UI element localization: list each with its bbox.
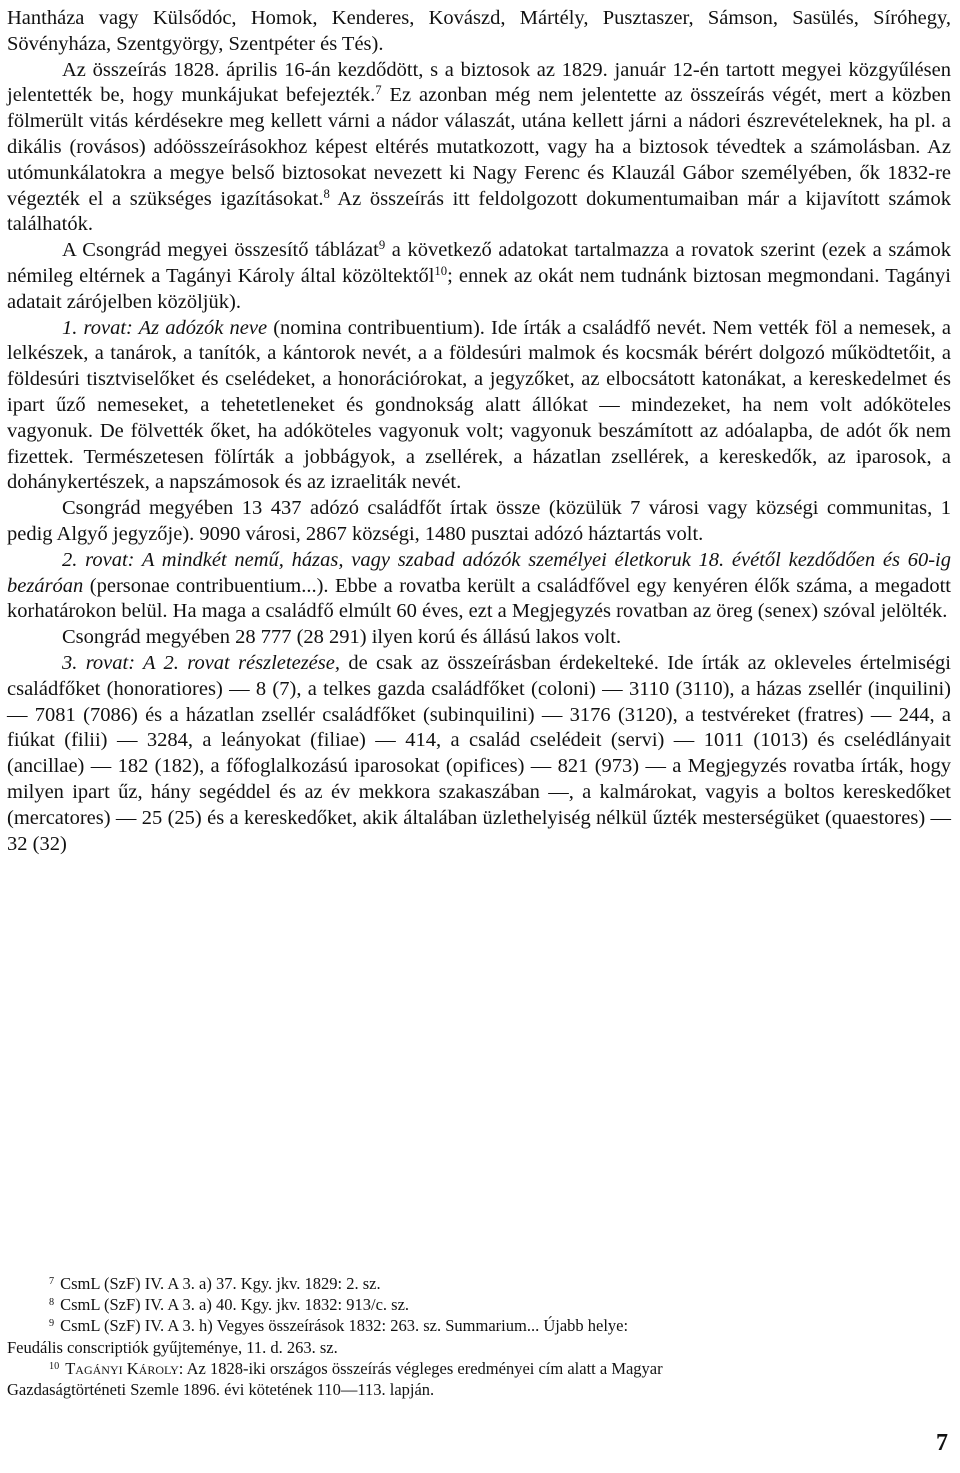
section-heading-rovat-3: 3. rovat: A 2. rovat részletezése, — [62, 651, 340, 674]
page-number: 7 — [936, 1430, 948, 1456]
footnote-ref-9[interactable]: 9 — [378, 238, 386, 253]
footnote-ref-8[interactable]: 8 — [323, 186, 330, 201]
paragraph: A Csongrád megyei összesítő táblázat$^9$ a következő adatokat tartalmazza a rovatok szerint (ezek a számok némileg eltérnek a Tagányi Károly által közöltektől$^{10}$; ennek az okát nem tudnánk biztosan megmondani. Tagányi adatait zárójelben közöljük). — [7, 238, 952, 313]
footnote-10: $^{10}$ Tagányi Károly: Az 1828-iki országos összeírás végleges eredményei cím alatt a Magyar — [49, 1358, 663, 1378]
paragraph: Az összeírás 1828. április 16-án kezdődött, s a biztosok az 1829. január 12-én tartott megyei közgyűlésen jelentették be, hogy munkájukat befejezték.$^7$ Ez azonban még nem jelentette az összeírás végét, mert a közben fölmerült vitás kérdésekre meg kellett várni a nádor válaszát, utána kellett járni a nádori észrevételeknek, ha pl. a dikális (rovásos) adóösszeírásokhoz képest eltérés mutatkozott, vagy ha a biztosok tévedtek a számolásban. Az utómunkálatokra a megye belső biztosokat nevezett ki Nagy Ferenc és Klauzál Gábor személyében, ők 1832-re végezték el a szükséges igazításokat.$^8$ Az összeírás itt feldolgozott dokumentumaiban már a kijavított számok találhatók. — [7, 58, 952, 236]
paragraph: 1. rovat: Az adózók neve (nomina contribuentium). Ide írták a családfő nevét. Nem vették föl a nemesek, a lelkészek, a tanárok, a tanítók, a kántorok nevét, a a földesúri malmok és kocsmák bérért dolgozó működtetőit, a földesúri tisztviselőket és cselédeket, a honorációrokat, a jegyzőket, az elbocsátott katonákat, a kereskedelmet és ipart űző nemeseket, a tehetetleneket és gondnokság alatt állókat — mindezeket, ha nem volt adóköteles vagyonuk. De fölvették őket, ha adóköteles vagyonuk volt; vagyonuk beszámított az adóalapba, de adót ők nem fizettek. Természetesen fölírták a jobbágyok, a zsellérek, a házatlan zsellérek, a kereskedők, az iparosok, a dohánykertészek, a napszámosok és az izraeliták nevét. — [7, 316, 951, 494]
paragraph: 2. rovat: A mindkét nemű, házas, vagy szabad adózók személyei életkoruk 18. évétől kezdődően és 60-ig bezáróan (personae contribuentium...). Ebbe a rovatba került a családfővel egy kenyéren élők száma, a megadott korhatárokon belül. Ha maga a családfő elmúlt 60 éves, ezt a Megjegyzés rovatban az öreg (senex) szóval jelölték. — [7, 548, 951, 623]
paragraph: 3. rovat: A 2. rovat részletezése, de csak az összeírásban érdekelteké. Ide írták az okleveles értelmiségi családfőket (honoratiores) — 8 (7), a telkes gazda családfőket (coloni) — 3110 (3110), a házas zsellér (inquilini) — 7081 (7086) és a házatlan zsellér családfőket (subinquilini) — 3176 (3120), a testvéreket (fratres) — 244, a fiúkat (filii) — 3284, a leányokat (filiae) — 414, a család cselédeit (servi) — 1011 (1013) és cselédlányait (ancillae) — 182 (182), a főfoglalkozású iparosokat (opifices) — 821 (973) — a Megjegyzés rovatba írták, hogy milyen ipart űz, hány segéddel és az év mekkora szakaszában —, a kalmárokat, vagyis a boltos kereskedőket (mercatores) — 25 (25) és a kereskedőket, akik általában üzlethelyiség nélkül űzték mesterségüket (quaestores) — 32 (32) — [7, 651, 951, 855]
footnote-8: $^8$ CsmL (SzF) IV. A 3. a) 40. Kgy. jkv. 1832: 913/c. sz. — [49, 1295, 410, 1315]
section-heading-rovat-1: 1. rovat: Az adózók neve — [62, 316, 268, 339]
section-heading-rovat-2: 2. rovat: A mindkét nemű, házas, vagy szabad adózók személyei életkoruk 18. évétől kezdődően és 60-ig bezáróan — [7, 548, 951, 597]
footnote-ref-10[interactable]: 10 — [434, 263, 448, 278]
footnote-10-continued: Gazdaságtörténeti Szemle 1896. évi kötetének 110—113. lapján. — [7, 1380, 435, 1400]
paragraph: Csongrád megyében 13 437 adózó családfőt írtak össze (közülük 7 városi vagy községi communitas, 1 pedig Algyő jegyzője). 9090 városi, 2867 községi, 1480 pusztai adózó háztartás volt. — [7, 497, 951, 545]
footnote-7: $^7$ CsmL (SzF) IV. A 3. a) 37. Kgy. jkv. 1829: 2. sz. — [49, 1274, 381, 1293]
footnote-9: $^9$ CsmL (SzF) IV. A 3. h) Vegyes összeírások 1832: 263. sz. Summarium... Újabb helye: — [49, 1316, 629, 1336]
paragraph: Hantháza vagy Külsődóc, Homok, Kenderes, Kovászd, Mártély, Pusztaszer, Sámson, Sasülés, Síróhegy, Sövényháza, Szentgyörgy, Szentpéter és Tés). — [7, 7, 951, 55]
body-text — [7, 6, 951, 857]
footnote-9-continued: Feudális conscriptiók gyűjteménye, 11. d. 263. sz. — [7, 1337, 338, 1357]
paragraph: Csongrád megyében 28 777 (28 291) ilyen korú és állású lakos volt. — [62, 626, 622, 649]
footnotes — [7, 1273, 951, 1400]
footnote-ref-7[interactable]: 7 — [375, 83, 382, 98]
